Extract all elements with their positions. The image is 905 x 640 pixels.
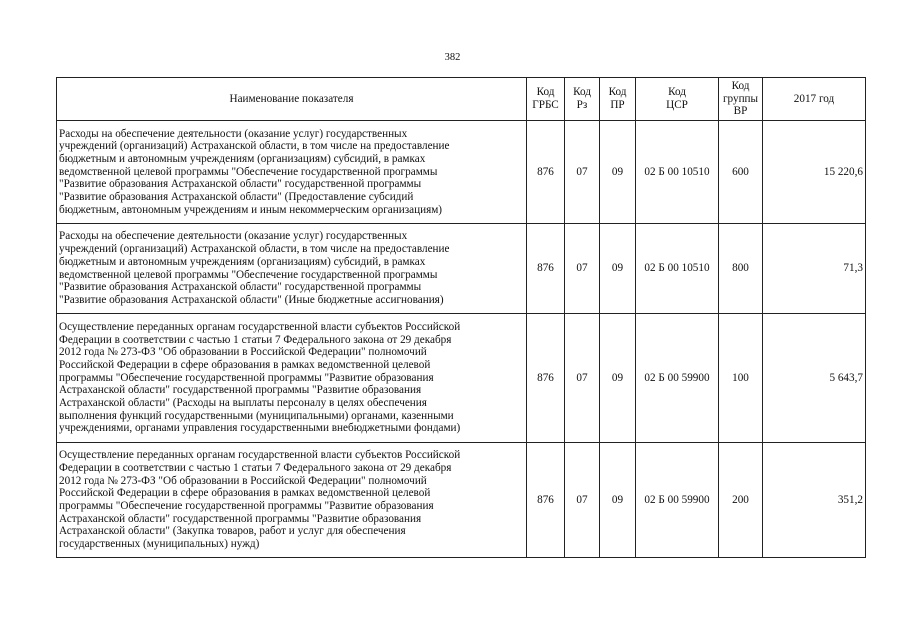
cell-pr: 09 bbox=[600, 314, 636, 443]
cell-rz: 07 bbox=[565, 224, 600, 314]
cell-grbs: 876 bbox=[527, 314, 565, 443]
cell-grbs: 876 bbox=[527, 443, 565, 558]
table-row bbox=[57, 314, 866, 443]
cell-grbs: 876 bbox=[527, 121, 565, 224]
row-description: Расходы на обеспечение деятельности (оказание услуг) государственных учреждений (организаций) Астраханской области, в том числе на предоставление бюджетным и автономным учреждениям (организациям) субсидий, в рамках ведомственной целевой программы "Обеспечение государственной программы "Развитие образования Астраханской области" государственной программы "Развитие образования Астраханской области" (Иные бюджетные ассигнования) bbox=[57, 224, 527, 314]
header-vr: Код группы ВР bbox=[719, 78, 763, 121]
cell-pr: 09 bbox=[600, 224, 636, 314]
cell-amount: 351,2 bbox=[763, 443, 866, 558]
cell-csr: 02 Б 00 59900 bbox=[636, 443, 719, 558]
cell-amount: 5 643,7 bbox=[763, 314, 866, 443]
cell-pr: 09 bbox=[600, 443, 636, 558]
budget-table bbox=[56, 77, 866, 558]
page-number: 382 bbox=[444, 52, 461, 63]
table-row bbox=[57, 224, 866, 314]
cell-rz: 07 bbox=[565, 121, 600, 224]
cell-grbs: 876 bbox=[527, 224, 565, 314]
cell-csr: 02 Б 00 10510 bbox=[636, 121, 719, 224]
row-description: Осуществление переданных органам государственной власти субъектов Российской Федерации в соответствии с частью 1 статьи 7 Федерального закона от 29 декабря 2012 года № 273-ФЗ "Об образовании в Российской Федерации" полномочий Российской Федерации в сфере образования в рамках ведомственной целевой программы "Обеспечение государственной программы "Развитие образования Астраханской области" государственной программы "Развитие образования Астраханской области" (Закупка товаров, работ и услуг для обеспечения государственных (муниципальных) нужд) bbox=[57, 443, 527, 558]
cell-rz: 07 bbox=[565, 443, 600, 558]
cell-vr: 200 bbox=[719, 443, 763, 558]
cell-csr: 02 Б 00 59900 bbox=[636, 314, 719, 443]
row-description: Расходы на обеспечение деятельности (оказание услуг) государственных учреждений (организаций) Астраханской области, в том числе на предоставление бюджетным и автономным учреждениям (организациям) субсидий, в рамках ведомственной целевой программы "Обеспечение государственной программы "Развитие образования Астраханской области" государственной программы "Развитие образования Астраханской области" (Предоставление субсидий бюджетным, автономным учреждениям и иным некоммерческим организациям) bbox=[57, 121, 527, 224]
cell-rz: 07 bbox=[565, 314, 600, 443]
row-description: Осуществление переданных органам государственной власти субъектов Российской Федерации в соответствии с частью 1 статьи 7 Федерального закона от 29 декабря 2012 года № 273-ФЗ "Об образовании в Российской Федерации" полномочий Российской Федерации в сфере образования в рамках ведомственной целевой программы "Обеспечение государственной программы "Развитие образования Астраханской области" государственной программы "Развитие образования Астраханской области" (Расходы на выплаты персоналу в целях обеспечения выполнения функций государственными (муниципальными) органами, казенными учреждениями, органами управления государственными внебюджетными фондами) bbox=[57, 314, 527, 443]
table-row bbox=[57, 443, 866, 558]
header-name: Наименование показателя bbox=[57, 78, 527, 121]
cell-amount: 71,3 bbox=[763, 224, 866, 314]
cell-vr: 100 bbox=[719, 314, 763, 443]
header-pr: Код ПР bbox=[600, 78, 636, 121]
header-rz: Код Рз bbox=[565, 78, 600, 121]
header-grbs: Код ГРБС bbox=[527, 78, 565, 121]
cell-csr: 02 Б 00 10510 bbox=[636, 224, 719, 314]
cell-vr: 600 bbox=[719, 121, 763, 224]
cell-vr: 800 bbox=[719, 224, 763, 314]
cell-amount: 15 220,6 bbox=[763, 121, 866, 224]
header-year: 2017 год bbox=[763, 78, 866, 121]
cell-pr: 09 bbox=[600, 121, 636, 224]
table-row bbox=[57, 121, 866, 224]
table-header-row bbox=[57, 78, 866, 121]
header-csr: Код ЦСР bbox=[636, 78, 719, 121]
